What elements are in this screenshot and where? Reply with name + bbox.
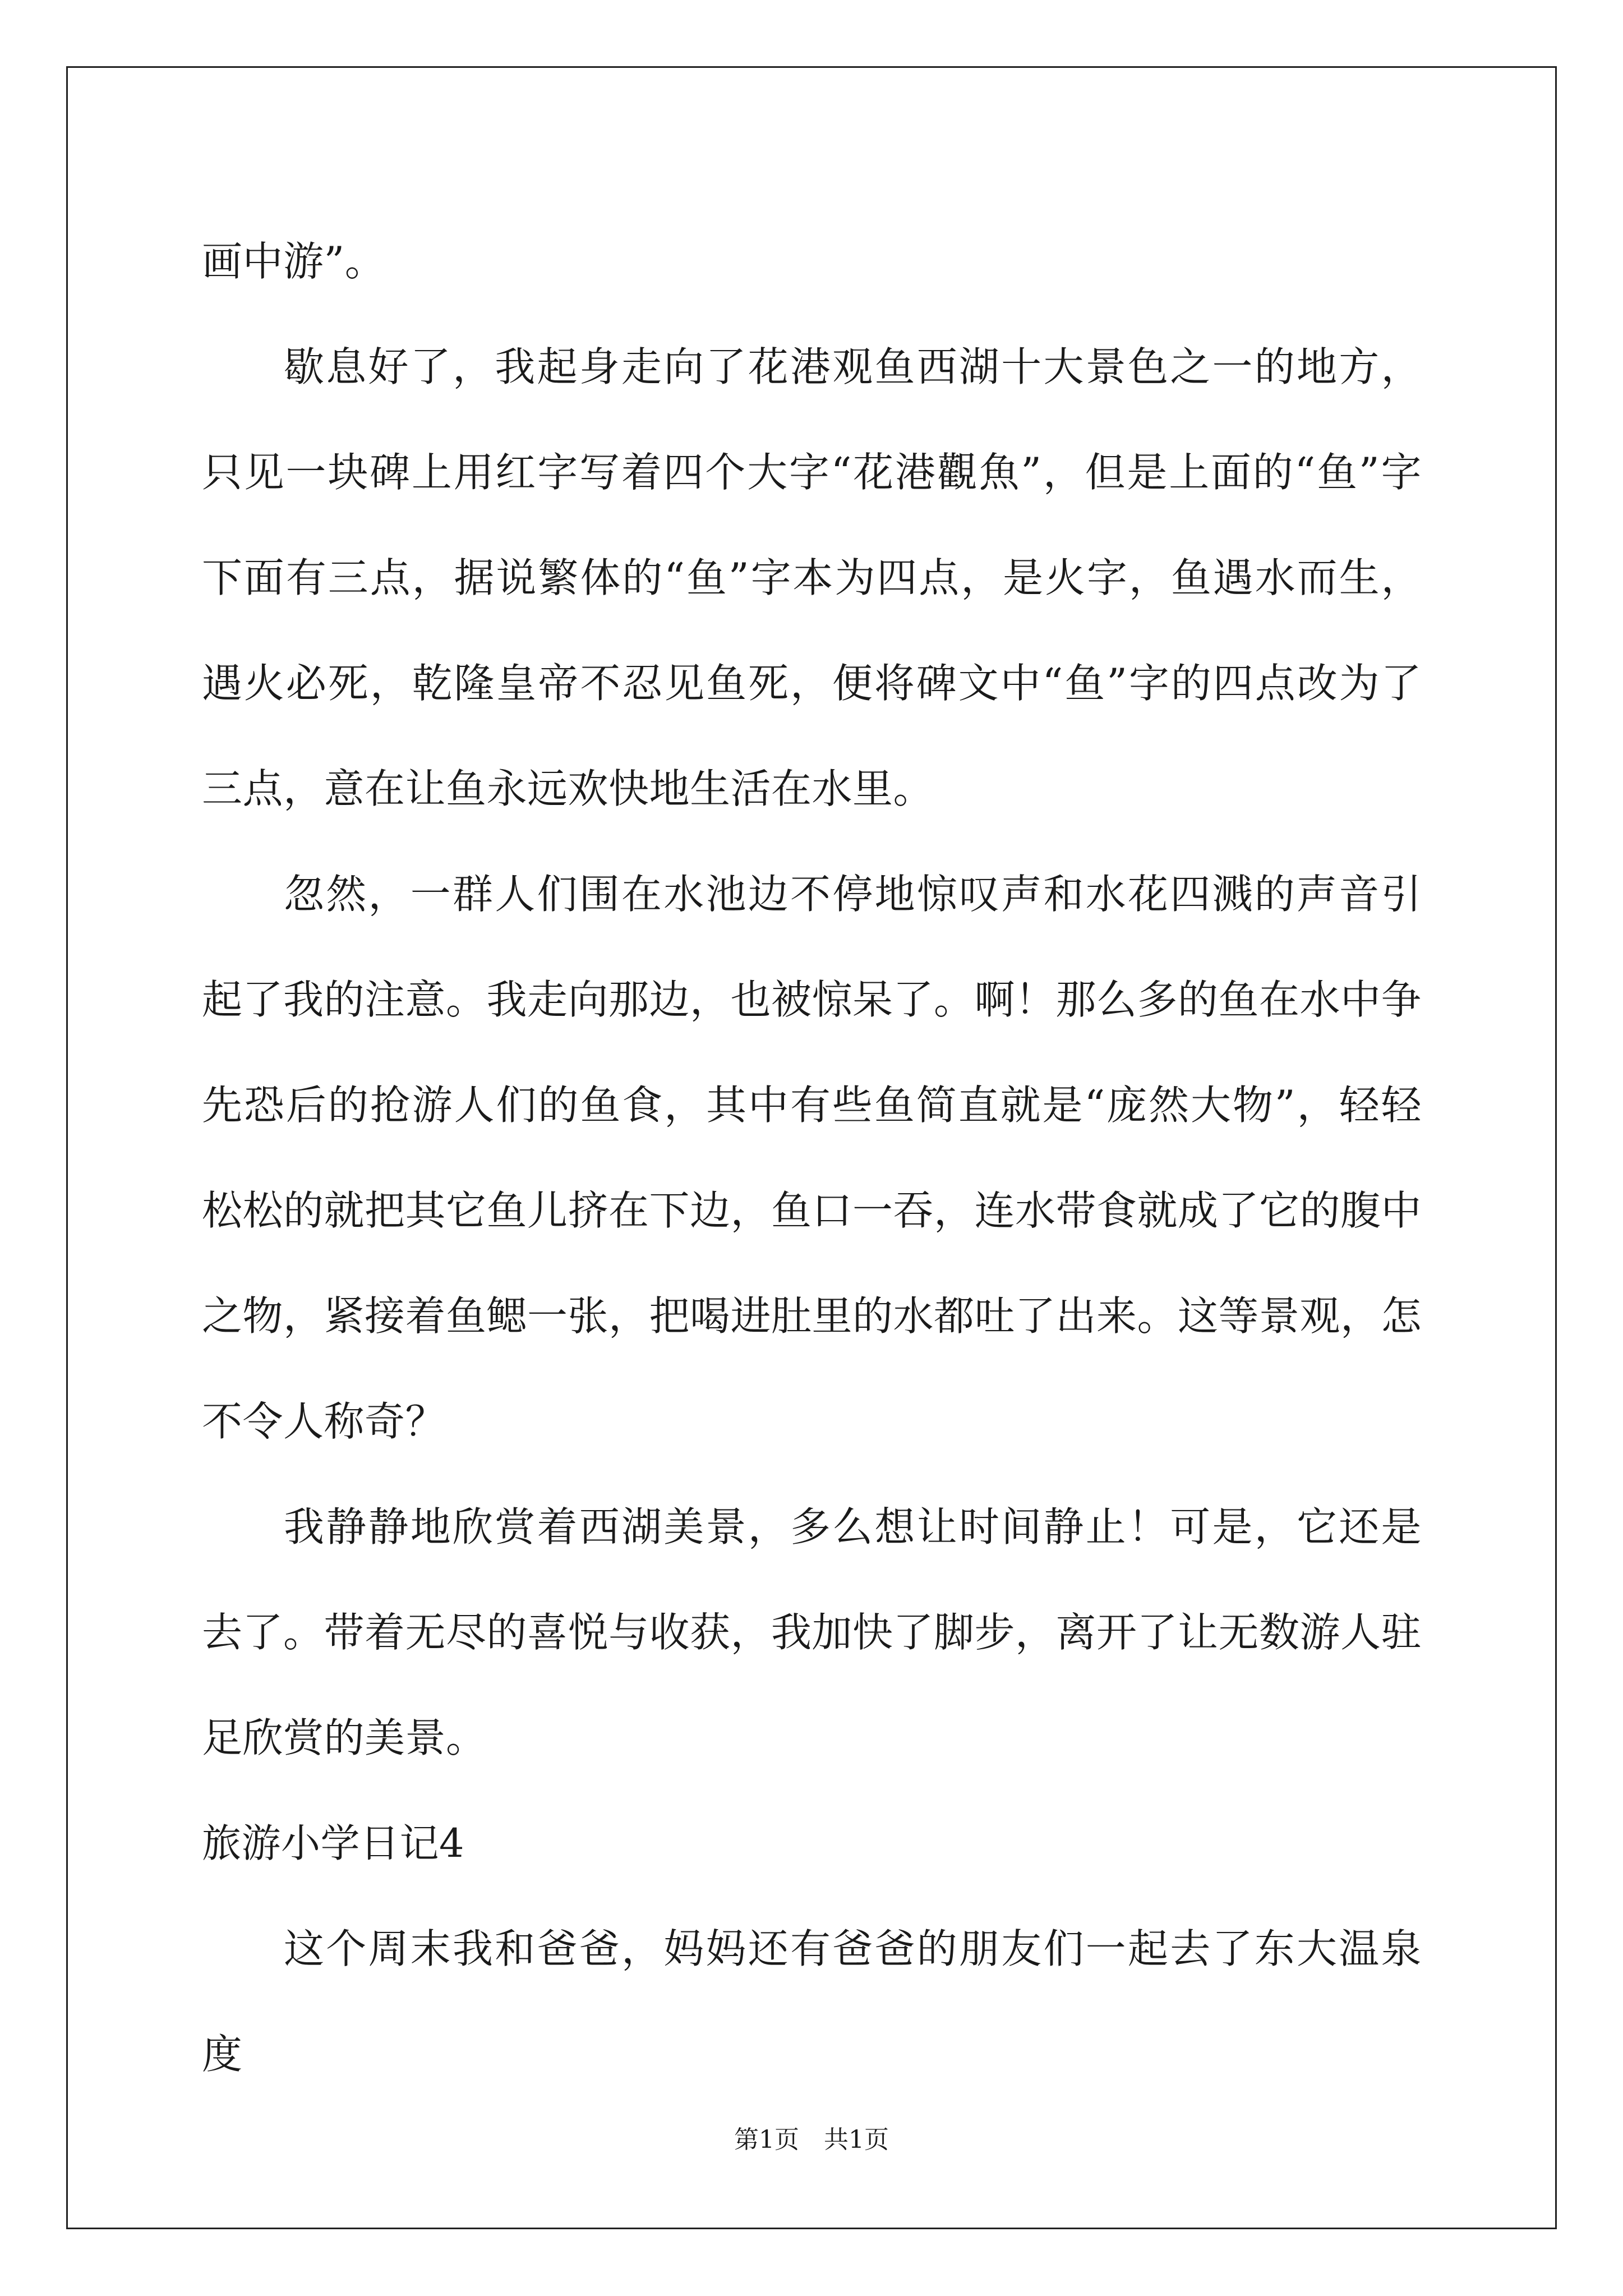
paragraph-5: 这个周末我和爸爸，妈妈还有爸爸的朋友们一起去了东大温泉度: [202, 1925, 1422, 2078]
page-total: 共1页: [824, 2125, 889, 2154]
section-heading: 旅游小学日记4: [202, 1820, 465, 1866]
paragraph-4: 我静静地欣赏着西湖美景，多么想让时间静止！可是，它还是去了。带着无尽的喜悦与收获，我加快了脚步，离开了让无数游人驻足欣赏的美景。: [202, 1503, 1422, 1761]
document-body: [202, 209, 1422, 2107]
page-footer: [0, 2119, 1623, 2155]
paragraph-1: 画中游”。: [202, 238, 386, 285]
paragraph-3: 忽然，一群人们围在水池边不停地惊叹声和水花四溅的声音引起了我的注意。我走向那边，也被惊呆了。啊！那么多的鱼在水中争先恐后的抢游人们的鱼食，其中有些鱼简直就是“庞然大物”，轻轻松松的就把其它鱼儿挤在下边，鱼口一吞，连水带食就成了它的腹中之物，紧接着鱼鳃一张，把喝进肚里的水都吐了出来。这等景观，怎不令人称奇？: [202, 871, 1422, 1445]
paragraph-2: 歇息好了，我起身走向了花港观鱼西湖十大景色之一的地方，只见一块碑上用红字写着四个大字“花港觀魚”，但是上面的“鱼”字下面有三点，据说繁体的“鱼”字本为四点，是火字，鱼遇水而生，遇火必死，乾隆皇帝不忍见鱼死，便将碑文中“鱼”字的四点改为了三点，意在让鱼永远欢快地生活在水里。: [202, 343, 1422, 812]
page-number: 第1页: [734, 2125, 799, 2154]
